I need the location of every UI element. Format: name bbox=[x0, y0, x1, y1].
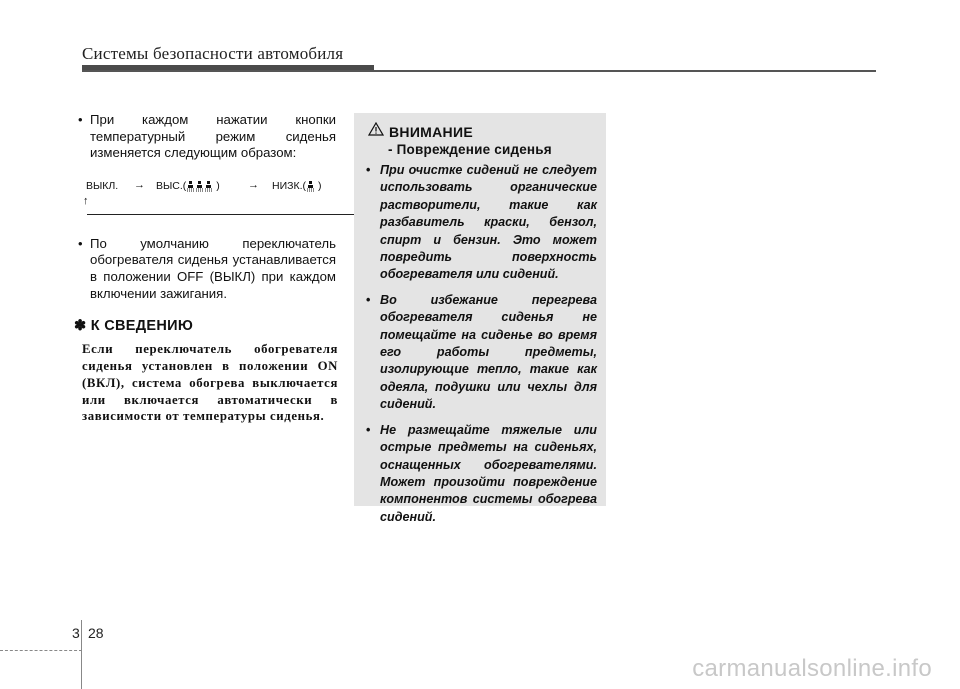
mode-low-open: НИЗК.( bbox=[272, 179, 307, 192]
mode-high-open: ВЫС.( bbox=[156, 179, 187, 192]
seat-heat-icon bbox=[196, 181, 203, 192]
warning-title-row bbox=[368, 122, 473, 141]
footer-divider-horizontal bbox=[0, 650, 82, 651]
page-header-title: Системы безопасности автомобиля bbox=[82, 44, 344, 63]
mode-low-label bbox=[272, 180, 321, 192]
info-text: Если переключатель обогревателя сиденья установлен в положении ON (ВКЛ), система обогрева выключается или включается автоматически в зависимости от температуры сиденья. bbox=[82, 342, 338, 424]
warning-triangle-icon bbox=[368, 122, 384, 141]
chapter-number: 3 bbox=[72, 625, 80, 641]
arrow-icon: → bbox=[134, 178, 145, 191]
warning-box bbox=[354, 113, 606, 524]
warning-item: • При очистке сидений не следует использовать органические растворители, такие как разбавитель краски, бензол, спирт и бензин. Это может повредить поверхность обогревателя или сидений. bbox=[364, 162, 597, 284]
arrow-icon: → bbox=[248, 178, 259, 191]
footer-divider-vertical bbox=[81, 620, 82, 689]
seat-heat-icon bbox=[187, 181, 194, 192]
return-arrow-icon: ↑ bbox=[83, 194, 89, 207]
return-line bbox=[87, 206, 371, 215]
warning-title: ВНИМАНИЕ bbox=[389, 123, 473, 140]
warning-item: • Во избежание перегрева обогревателя сиденья не помещайте на сиденье во время его работы предметы, изолирующие тепло, такие как одеяла, подушки или чехлы для сидений. bbox=[364, 292, 597, 414]
mode-cycle-diagram bbox=[74, 176, 336, 220]
warning-subtitle: - Повреждение сиденья bbox=[388, 142, 552, 157]
bullet-default-off: • По умолчанию переключатель обогревателя сиденья устанавливается в положении OFF (ВЫКЛ) при каждом включении зажигания. bbox=[74, 236, 336, 302]
bullet-seat-modes: • При каждом нажатии кнопки температурный режим сиденья изменяется следующим образом: bbox=[74, 112, 336, 162]
mode-high-label bbox=[156, 180, 220, 192]
left-column bbox=[74, 112, 336, 425]
seat-heat-icon bbox=[307, 181, 314, 192]
info-heading: ✽ К СВЕДЕНИЮ bbox=[74, 318, 194, 335]
page-number: 28 bbox=[88, 625, 104, 641]
mode-high-close: ) bbox=[216, 179, 220, 192]
warning-item: • Не размещайте тяжелые или острые предметы на сиденьях, оснащенных обогревателями. Может произойти повреждение компонентов системы обогрева сидений. bbox=[364, 422, 597, 526]
warning-list bbox=[364, 162, 597, 534]
seat-heat-icon bbox=[205, 181, 212, 192]
watermark-text: carmanualsonline.info bbox=[692, 655, 932, 682]
mode-off-label: ВЫКЛ. bbox=[86, 179, 119, 192]
header-rule-thin bbox=[82, 70, 876, 72]
mode-low-close: ) bbox=[317, 179, 322, 192]
